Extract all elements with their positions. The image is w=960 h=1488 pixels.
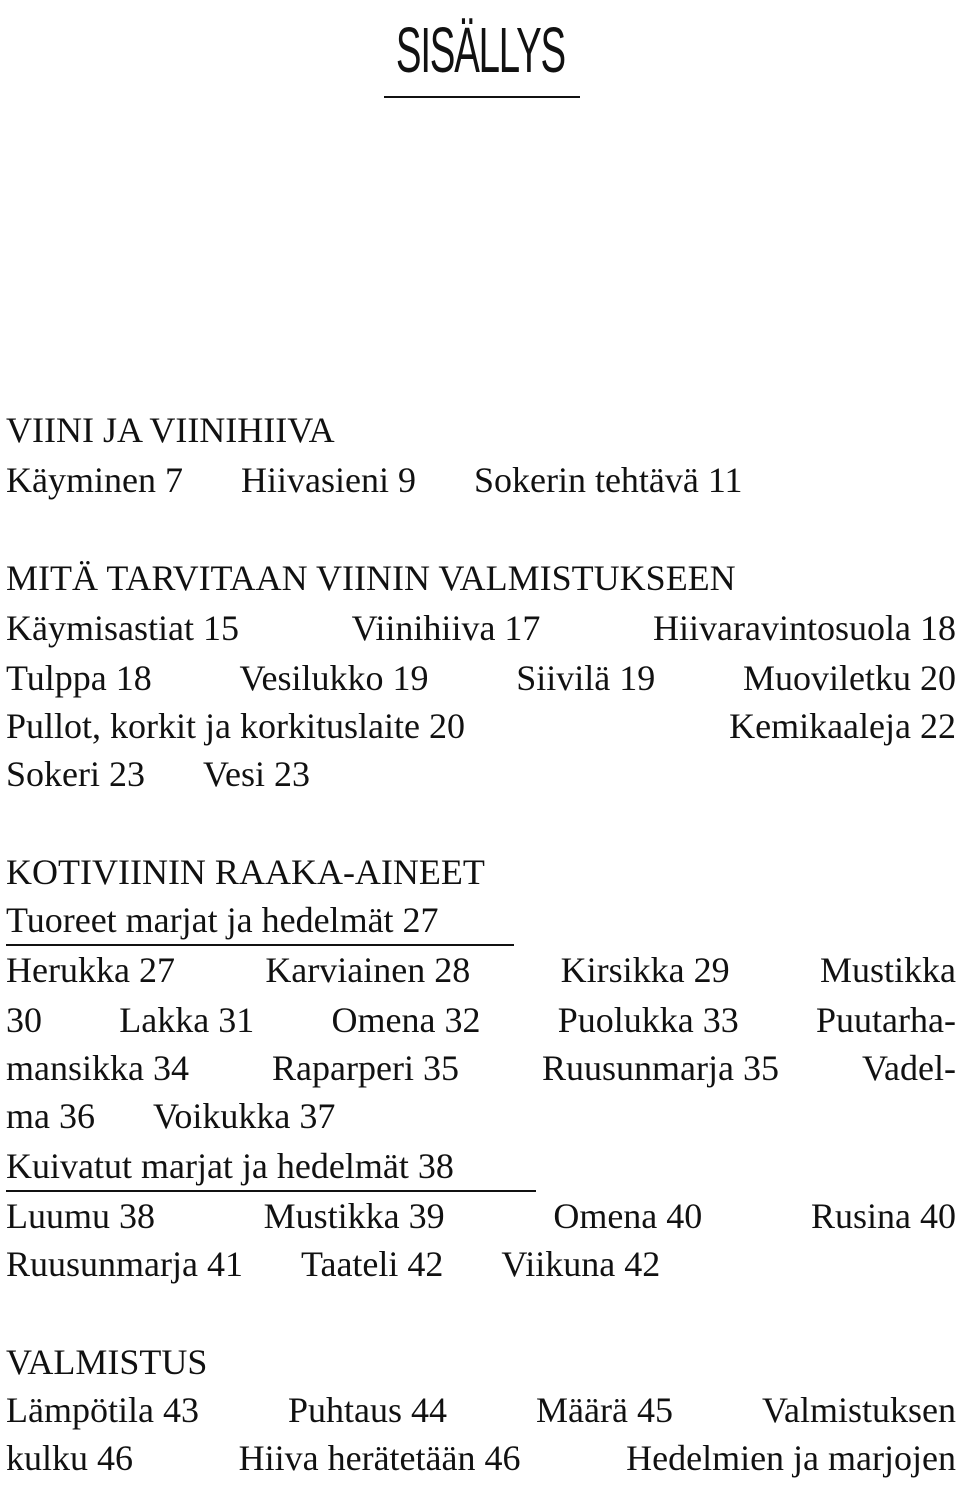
toc-entry: Pullot, korkit ja korkituslaite 20 xyxy=(6,706,465,746)
toc-entry: Määrä 45 xyxy=(536,1390,673,1430)
toc-line xyxy=(6,946,956,994)
toc-entry: Vesi 23 xyxy=(203,754,310,794)
toc-entry: Raparperi 35 xyxy=(272,1048,459,1088)
toc-entry: Viinihiiva 17 xyxy=(351,608,541,648)
toc-entry: Mustikka xyxy=(819,950,956,990)
toc-entry: Lämpötila 43 xyxy=(6,1390,199,1430)
toc-line xyxy=(6,1092,335,1140)
toc-entry: ma 36 xyxy=(6,1096,95,1136)
toc-entry: Ruusunmarja 41 xyxy=(6,1244,243,1284)
toc-line xyxy=(6,654,956,702)
toc-entry: Lakka 31 xyxy=(119,1000,255,1040)
section-heading-tarvitaan: MITÄ TARVITAAN VIININ VALMISTUKSEEN xyxy=(6,558,736,598)
toc-entry: Omena 32 xyxy=(331,1000,481,1040)
toc-line xyxy=(6,1240,660,1288)
toc-entry: Hedelmien ja marjojen xyxy=(626,1438,956,1478)
toc-entry: Hiivaravintosuola 18 xyxy=(653,608,956,648)
subsection-title-kuivatut: Kuivatut marjat ja hedelmät 38 xyxy=(6,1146,454,1186)
toc-entry: Hiivasieni 9 xyxy=(240,460,416,500)
toc-entry: Rusina 40 xyxy=(810,1196,956,1236)
toc-entry: Käyminen 7 xyxy=(6,460,183,500)
toc-entry: Ruusunmarja 35 xyxy=(541,1048,779,1088)
toc-entry: Viikuna 42 xyxy=(501,1244,661,1284)
toc-entry: Muoviletku 20 xyxy=(742,658,956,698)
toc-entry: Vesilukko 19 xyxy=(239,658,429,698)
subsection-title-tuoreet: Tuoreet marjat ja hedelmät 27 xyxy=(6,900,439,940)
toc-entry: Karviainen 28 xyxy=(265,950,471,990)
toc-entry: Tulppa 18 xyxy=(6,658,152,698)
toc-entry: Valmistuksen xyxy=(761,1390,956,1430)
toc-entry: Puutarha- xyxy=(816,1000,956,1040)
toc-line xyxy=(6,1192,956,1240)
toc-line xyxy=(6,702,956,750)
toc-entry: kulku 46 xyxy=(6,1438,134,1478)
toc-entry: Voikukka 37 xyxy=(152,1096,336,1136)
section-heading-viini: VIINI JA VIINIHIIVA xyxy=(6,410,335,450)
toc-entry: Herukka 27 xyxy=(6,950,175,990)
toc-entry: Sokeri 23 xyxy=(6,754,145,794)
toc-entry: Puolukka 33 xyxy=(557,1000,739,1040)
toc-line xyxy=(6,996,956,1044)
section-heading-valmistus: VALMISTUS xyxy=(6,1342,208,1382)
toc-entry: Kemikaaleja 22 xyxy=(729,706,956,746)
toc-line xyxy=(6,604,956,652)
toc-entry: Hiiva herätetään 46 xyxy=(238,1438,521,1478)
toc-line xyxy=(6,456,743,504)
toc-entry: Siivilä 19 xyxy=(516,658,656,698)
toc-entry: Puhtaus 44 xyxy=(287,1390,447,1430)
toc-line xyxy=(6,750,310,798)
toc-entry: Käymisastiat 15 xyxy=(6,608,239,648)
page-title: SISÄLLYS xyxy=(395,14,565,86)
toc-entry: Sokerin tehtävä 11 xyxy=(473,460,743,500)
toc-entry: mansikka 34 xyxy=(6,1048,189,1088)
toc-line xyxy=(6,1434,956,1482)
toc-entry: Taateli 42 xyxy=(300,1244,444,1284)
toc-line xyxy=(6,1386,956,1434)
toc-entry: Mustikka 39 xyxy=(263,1196,445,1236)
toc-line xyxy=(6,1044,956,1092)
title-underline xyxy=(384,96,580,98)
toc-entry: Luumu 38 xyxy=(6,1196,155,1236)
toc-entry: Kirsikka 29 xyxy=(560,950,730,990)
toc-entry: 30 xyxy=(6,1000,42,1040)
toc-entry: Vadel- xyxy=(862,1048,956,1088)
toc-entry: Omena 40 xyxy=(553,1196,703,1236)
section-heading-raaka-aineet: KOTIVIININ RAAKA-AINEET xyxy=(6,852,485,892)
